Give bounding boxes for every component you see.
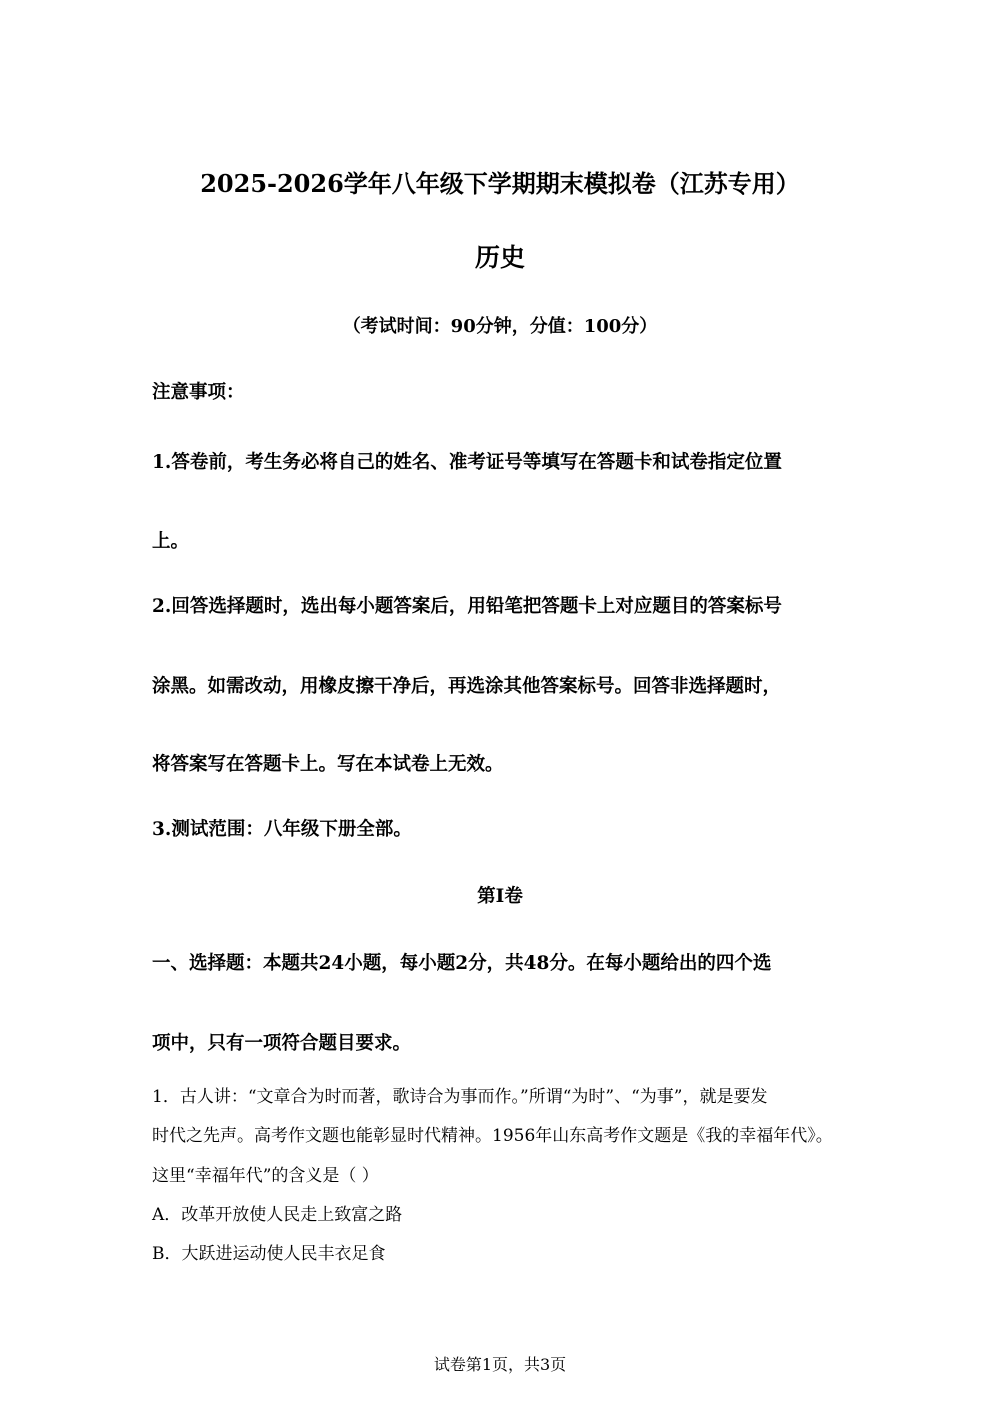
section-heading-line: 一、选择题：本题共24小题，每小题2分，共48分。在每小题给出的四个选 (152, 953, 772, 974)
notice-line: 涂黑。如需改动，用橡皮擦干净后，再选涂其他答案标号。回答非选择题时， (152, 676, 782, 697)
notice-line: 2.回答选择题时，选出每小题答案后，用铅笔把答题卡上对应题目的答案标号 (152, 596, 782, 617)
section-heading-line: 项中，只有一项符合题目要求。 (152, 1033, 412, 1054)
notice-heading: 注意事项： (152, 382, 245, 403)
notice-line: 上。 (152, 531, 190, 552)
question-text-line: 时代之先声。高考作文题也能彰显时代精神。1956年山东高考作文题是《我的幸福年代》。 (152, 1126, 833, 1146)
subject-title: 历史 (474, 243, 525, 272)
answer-option-b: B．大跃进运动使人民丰衣足食 (152, 1244, 386, 1264)
notice-line: 1.答卷前，考生务必将自己的姓名、准考证号等填写在答题卡和试卷指定位置 (152, 452, 782, 473)
notice-line: 将答案写在答题卡上。写在本试卷上无效。 (152, 754, 504, 775)
answer-option-a: A．改革开放使人民走上致富之路 (152, 1205, 403, 1225)
exam-title: 2025-2026学年八年级下学期期末模拟卷（江苏专用） (200, 169, 800, 198)
question-text-line: 1．古人讲：“文章合为时而著，歌诗合为事而作。”所谓“为时”、“为事”，就是要发 (152, 1087, 768, 1107)
exam-time-info: （考试时间：90分钟，分值：100分） (342, 316, 658, 337)
page-footer: 试卷第1页，共3页 (433, 1355, 567, 1374)
volume-label: 第Ⅰ卷 (477, 886, 523, 907)
notice-line: 3.测试范围：八年级下册全部。 (152, 819, 412, 840)
question-text-line: 这里“幸福年代”的含义是（ ） (152, 1166, 379, 1186)
